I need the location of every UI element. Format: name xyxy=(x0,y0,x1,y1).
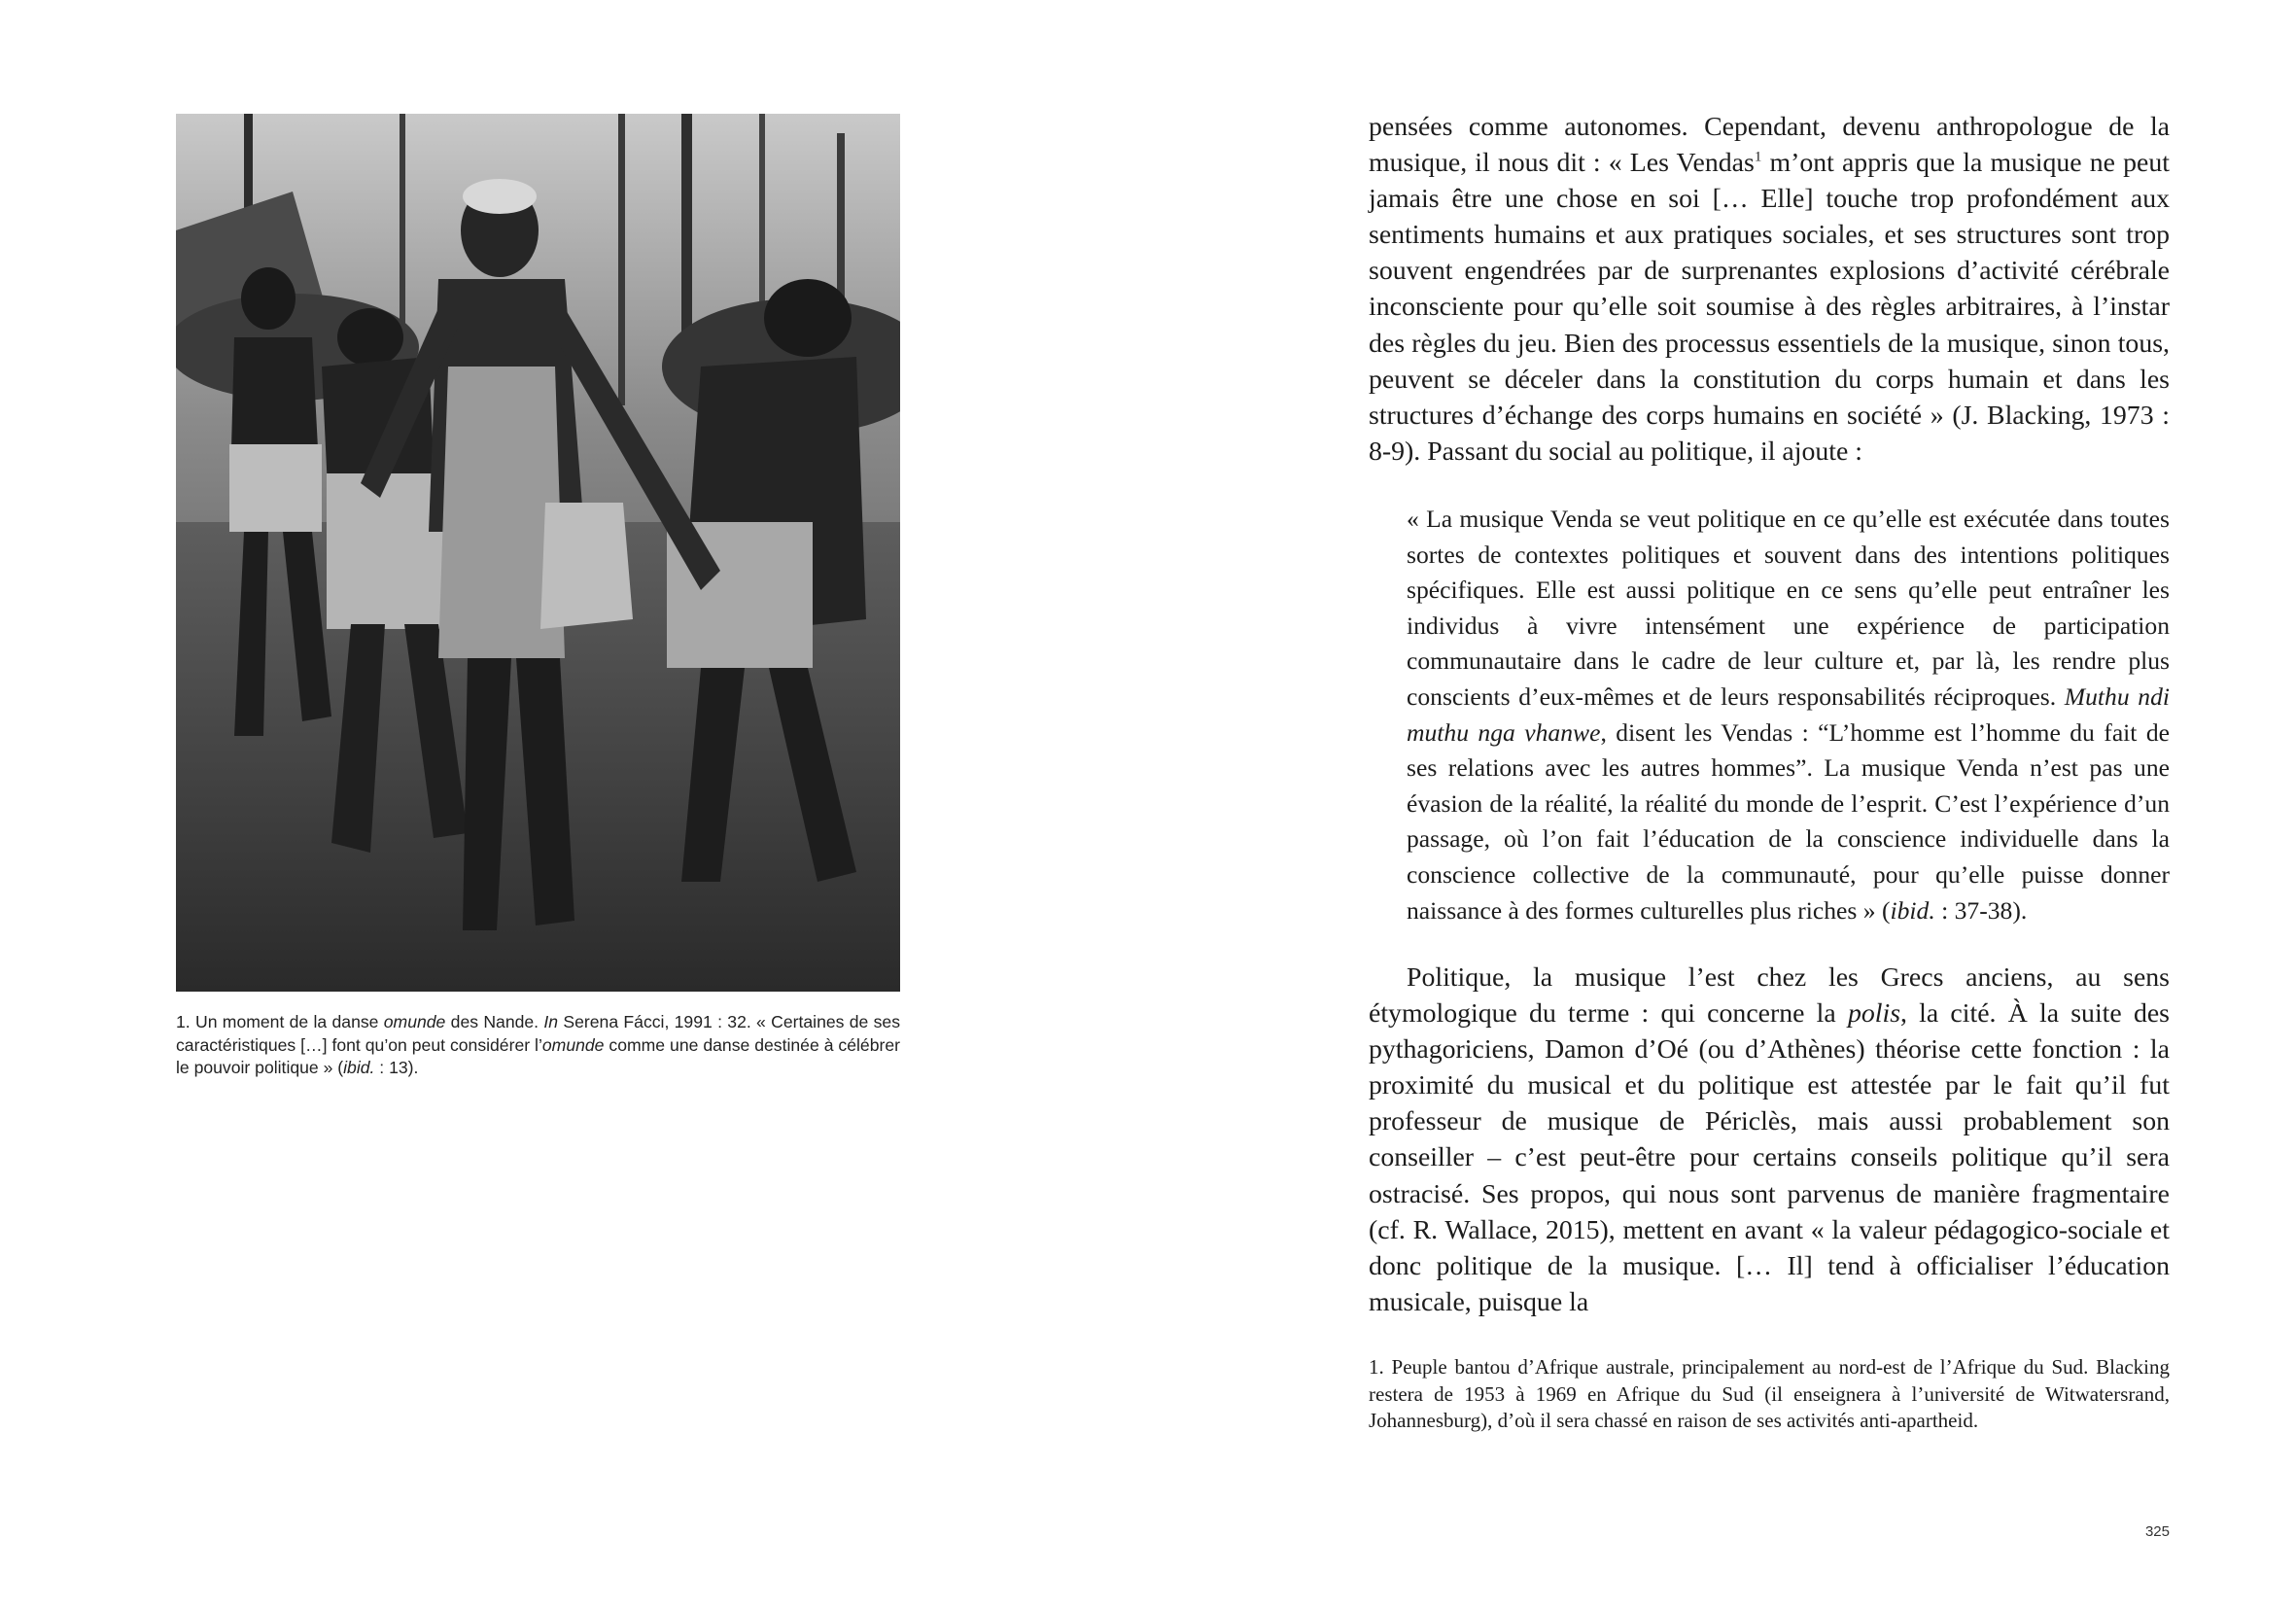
paragraph-text: , la cité. À la suite des pythagoriciens, Damon d’Oé (ou d’Athènes) théorise cette fonction : la proximité du musical et du politique est attestée par le fait qu’il fut professeur de musique de Périclès, mais aussi probablement son conseiller – c’est peut-être pour certains conseils politique qu’il sera ostracisé. Ses propos, qui nous sont parvenus de manière fragmentaire (cf. R. Wallace, 2015), mettent en avant « la valeur pédagogico-sociale et donc politique de la musique. [… Il] tend à officialiser l’éducation musicale, puisque la xyxy=(1369,998,2170,1317)
caption-emphasis: In xyxy=(543,1012,559,1031)
photo-image xyxy=(176,114,900,992)
quote-text: , disent les Vendas : “L’homme est l’homme du fait de ses relations avec les autres hommes”. La musique Venda n’est pas une évasion de la réalité, la réalité du monde de l’esprit. C’est l’expérience d’un passage, où l’on fait l’éducation de la conscience individuelle dans la conscience collective de la communauté, pour qu’elle puisse donner naissance à des formes culturelles plus riches » ( xyxy=(1407,717,2170,925)
caption-text: Serena Fácci, 1991 : 32. « Certaines de ses caractéristiques […] font qu’on peut considérer l’ xyxy=(176,1012,900,1055)
footnote: 1. Peuple bantou d’Afrique australe, principalement au nord-est de l’Afrique du Sud. Blacking restera de 1953 à 1969 en Afrique du Sud (il enseignera à l’université de Witwatersrand, Johannesburg), d’où il sera chassé en raison de ses activités anti-apartheid. xyxy=(1369,1355,2170,1432)
page-number: 325 xyxy=(2144,1523,2170,1540)
paragraph-text: pensées comme autonomes. Cependant, devenu anthropologue de la musique, il nous dit : « Les Vendas xyxy=(1369,112,2170,179)
body-paragraph-1 xyxy=(1369,109,2170,470)
paragraph-emphasis: polis xyxy=(1847,998,1901,1030)
photo-dancers xyxy=(176,114,900,992)
quote-emphasis: ibid. xyxy=(1890,895,1935,925)
caption-text: des Nande. xyxy=(445,1012,544,1031)
caption-emphasis: ibid. xyxy=(343,1058,375,1077)
block-quote xyxy=(1407,502,2170,928)
body-paragraph-3 xyxy=(1369,960,2170,1320)
quote-emphasis: Muthu ndi muthu nga vhanwe xyxy=(1407,681,2170,747)
caption-number: 1. xyxy=(176,1012,191,1031)
caption-text: : 13). xyxy=(374,1058,419,1077)
quote-text: « La musique Venda se veut politique en ce qu’elle est exécutée dans toutes sortes de contextes politiques et souvent dans des intentions politiques spécifiques. Elle est aussi politique en ce sens qu’elle peut entraîner les individus à vivre intensément une expérience de participation communautaire dans le cadre de leur culture et, par là, les rendre plus conscients d’eux-mêmes et de leurs responsabilités réciproques. xyxy=(1407,505,2170,711)
footnote-reference[interactable]: 1 xyxy=(1754,149,1762,165)
figure-caption xyxy=(176,1011,900,1080)
caption-emphasis: omunde xyxy=(541,1034,605,1055)
caption-emphasis: omunde xyxy=(383,1012,446,1031)
paragraph-text: m’ont appris que la musique ne peut jamais être une chose en soi [… Elle] touche trop profondément aux sentiments humains et aux pratiques sociales, et ses structures sont trop souvent engendrées par de surprenantes explosions d’activité cérébrale inconsciente pour qu’elle soit soumise à des règles arbitraires, à l’instar des règles du jeu. Bien des processus essentiels de la musique, sinon tous, peuvent se déceler dans la constitution du corps humain et dans les structures d’échange des corps humains en société » (J. Blacking, 1973 : 8-9). Passant du social au politique, il ajoute : xyxy=(1369,148,2170,467)
caption-text: Un moment de la danse xyxy=(190,1012,384,1031)
quote-text: : 37-38). xyxy=(1934,895,2028,925)
paragraph-text: Politique, la musique l’est chez les Grecs anciens, au sens étymologique du terme : qui concerne la xyxy=(1369,962,2170,1030)
caption-text: comme une danse destinée à célébrer le pouvoir politique » ( xyxy=(176,1034,900,1077)
